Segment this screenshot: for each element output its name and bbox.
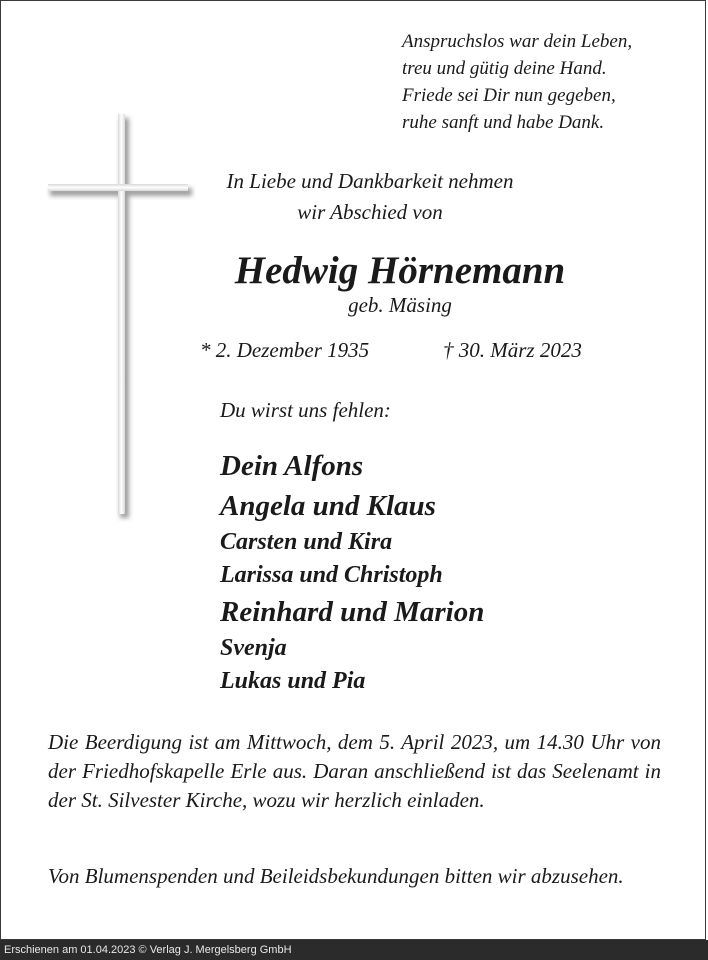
mourner-name: Svenja (220, 635, 287, 661)
poem (402, 28, 632, 136)
maiden-name: geb. Mäsing (348, 293, 452, 317)
latin-cross-icon (46, 112, 196, 522)
birth-date: * 2. Dezember 1935 (200, 338, 370, 362)
intro (200, 166, 540, 228)
mourner-name: Larissa und Christoph (220, 562, 443, 588)
intro-line: wir Abschied von (297, 200, 443, 224)
mourner-name: Dein Alfons (220, 450, 364, 482)
deceased-name: Hedwig Hörnemann (234, 249, 566, 292)
poem-line: ruhe sanft und habe Dank. (402, 112, 605, 133)
poem-line: treu und gütig deine Hand. (402, 58, 607, 79)
poem-line: Friede sei Dir nun gegeben, (402, 85, 616, 106)
poem-line: Anspruchslos war dein Leben, (402, 31, 633, 52)
mourner-name: Carsten und Kira (220, 529, 393, 555)
mourner-list (220, 446, 484, 698)
mourner-name: Lukas und Pia (220, 668, 366, 694)
death-date: † 30. März 2023 (443, 338, 582, 362)
mourner-name: Angela und Klaus (220, 490, 436, 522)
flowers-note: Von Blumenspenden und Beileidsbekundungen bitten wir abzusehen. (48, 864, 624, 888)
funeral-info: Die Beerdigung ist am Mittwoch, dem 5. April 2023, um 14.30 Uhr von der Friedhofskapelle Erle aus. Daran anschließend ist das Seelenamt in der St. Silvester Kirche, wozu wir herzlich einladen. (48, 730, 661, 812)
farewell-line: Du wirst uns fehlen: (220, 398, 391, 422)
publication-footer: Erschienen am 01.04.2023 © Verlag J. Mergelsberg GmbH (0, 940, 708, 960)
mourner-name: Reinhard und Marion (220, 596, 485, 628)
intro-line: In Liebe und Dankbarkeit nehmen (226, 169, 514, 193)
